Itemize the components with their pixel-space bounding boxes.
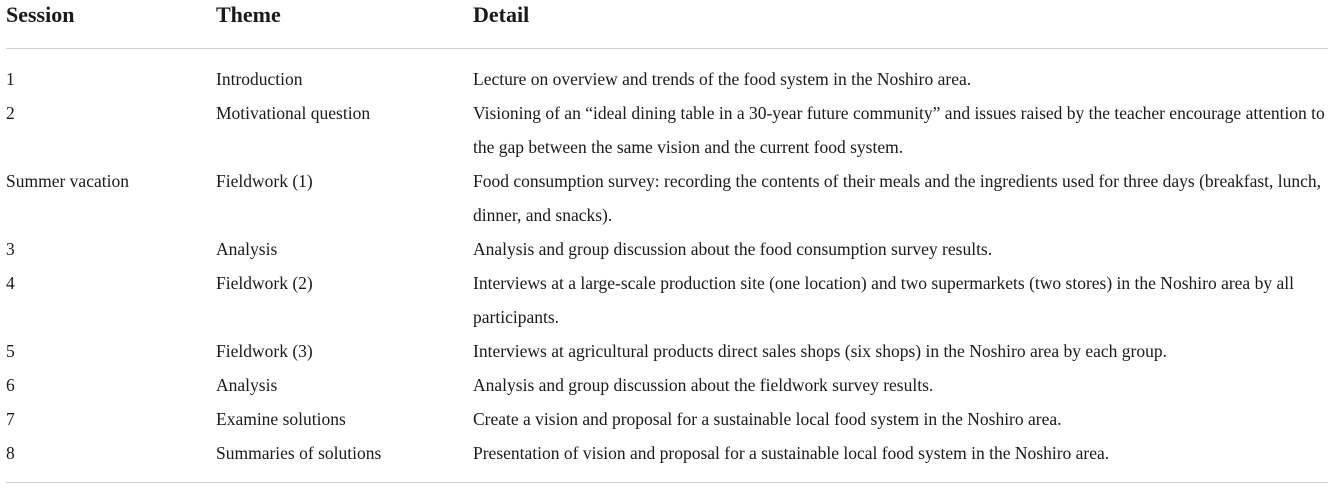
table-row [6,436,1328,483]
detail-cell: Visioning of an “ideal dining table in a 30-year future community” and issues raised by the teacher encourage attention to the gap between the same vision and the current food system. [473,103,1325,157]
table-row [6,266,1328,334]
detail-cell: Analysis and group discussion about the fieldwork survey results. [473,375,934,395]
program-table [6,0,1328,483]
table-row [6,402,1328,436]
session-cell: Summer vacation [6,171,129,191]
theme-cell: Fieldwork (3) [216,341,313,361]
session-cell: 2 [6,103,15,123]
table-row [6,49,1328,97]
detail-cell: Food consumption survey: recording the contents of their meals and the ingredients used for three days (breakfast, lunch, dinner, and snacks). [473,171,1322,225]
detail-cell: Presentation of vision and proposal for a sustainable local food system in the Noshiro area. [473,436,1328,483]
theme-cell: Fieldwork (1) [216,171,313,191]
detail-cell: Create a vision and proposal for a sustainable local food system in the Noshiro area. [473,409,1062,429]
table-row [6,334,1328,368]
session-cell: 4 [6,273,15,293]
theme-cell: Motivational question [216,103,371,123]
session-cell: 3 [6,239,15,259]
session-cell: 5 [6,341,15,361]
table-header [6,0,1328,49]
theme-cell: Analysis [216,375,278,395]
header-detail: Detail [473,0,1328,49]
theme-cell: Summaries of solutions [216,436,473,483]
theme-cell: Fieldwork (2) [216,273,313,293]
table-body [6,49,1328,483]
table-row [6,368,1328,402]
session-cell: 6 [6,375,15,395]
table-row [6,232,1328,266]
table-row [6,96,1328,164]
header-row [6,0,1328,49]
detail-cell: Interviews at a large-scale production site (one location) and two supermarkets (two stores) in the Noshiro area by all participants. [473,273,1294,327]
table-row [6,164,1328,232]
header-theme: Theme [216,0,473,49]
session-cell: 8 [6,436,216,483]
detail-cell: Analysis and group discussion about the food consumption survey results. [473,239,993,259]
detail-cell: Interviews at agricultural products direct sales shops (six shops) in the Noshiro area by each group. [473,341,1167,361]
session-cell: 1 [6,69,15,89]
theme-cell: Analysis [216,239,278,259]
session-cell: 7 [6,409,15,429]
detail-cell: Lecture on overview and trends of the food system in the Noshiro area. [473,69,972,89]
header-session: Session [6,0,216,49]
theme-cell: Examine solutions [216,409,346,429]
theme-cell: Introduction [216,69,303,89]
